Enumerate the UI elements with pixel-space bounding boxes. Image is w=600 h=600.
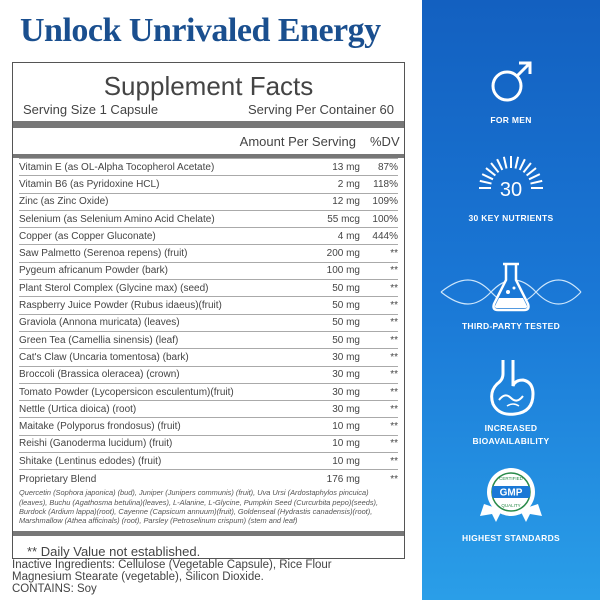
feature-tested bbox=[422, 258, 600, 333]
sunburst-ray bbox=[480, 181, 492, 184]
nutrient-amount: 55 mcg bbox=[327, 213, 360, 225]
nutrient-row bbox=[19, 244, 398, 261]
nutrient-row bbox=[19, 193, 398, 210]
sunburst-ray bbox=[497, 159, 502, 170]
feature-label-line2: BIOAVAILABILITY bbox=[472, 436, 550, 446]
facts-title: Supplement Facts bbox=[103, 71, 314, 101]
dv-header: %DV bbox=[370, 134, 400, 149]
nutrient-dv: ** bbox=[390, 438, 398, 450]
nutrient-amount: 30 mg bbox=[332, 351, 360, 363]
nutrient-dv: ** bbox=[390, 300, 398, 312]
nutrient-row bbox=[19, 314, 398, 331]
nutrient-row bbox=[19, 158, 398, 175]
sunburst-ray bbox=[530, 181, 542, 184]
sunburst-ray bbox=[523, 163, 530, 172]
nutrient-amount: 50 mg bbox=[332, 300, 360, 312]
nutrient-name: Reishi (Ganoderma lucidum) (fruit) bbox=[19, 438, 173, 450]
nutrient-dv: ** bbox=[390, 282, 398, 294]
inactive-line-3: CONTAINS: Soy bbox=[12, 583, 97, 595]
badge-bottom-text: QUALITY bbox=[501, 503, 521, 508]
nutrient-amount: 10 mg bbox=[332, 438, 360, 450]
nutrient-amount: 4 mg bbox=[337, 230, 360, 242]
nutrient-row bbox=[19, 383, 398, 400]
gmp-text: GMP bbox=[499, 487, 523, 499]
nutrient-name: Vitamin B6 (as Pyridoxine HCL) bbox=[19, 178, 160, 190]
nutrient-row bbox=[19, 279, 398, 296]
amount-header: Amount Per Serving bbox=[239, 134, 356, 149]
nutrient-row bbox=[19, 210, 398, 227]
nutrient-amount: 13 mg bbox=[332, 161, 360, 173]
nutrient-row bbox=[19, 227, 398, 244]
serving-size: Serving Size 1 Capsule bbox=[23, 102, 159, 117]
nutrient-name: Zinc (as Zinc Oxide) bbox=[19, 196, 109, 208]
nutrient-dv: ** bbox=[390, 369, 398, 381]
inactive-ingredients bbox=[12, 559, 412, 595]
nutrient-dv: ** bbox=[390, 403, 398, 415]
servings-per-container: Serving Per Container 60 bbox=[248, 102, 394, 117]
nutrient-amount: 50 mg bbox=[332, 334, 360, 346]
nutrient-row bbox=[19, 417, 398, 434]
nutrient-name: Graviola (Annona muricata) (leaves) bbox=[19, 317, 180, 329]
serving-info bbox=[19, 102, 398, 117]
nutrient-amount: 12 mg bbox=[332, 196, 360, 208]
feature-nutrients bbox=[422, 148, 600, 225]
nutrient-dv: ** bbox=[390, 455, 398, 467]
nutrient-row bbox=[19, 400, 398, 417]
blend-dv: ** bbox=[390, 474, 398, 486]
flask-dna-icon bbox=[436, 258, 586, 314]
nutrient-name: Cat's Claw (Uncaria tomentosa) (bark) bbox=[19, 351, 189, 363]
feature-label: HIGHEST STANDARDS bbox=[462, 533, 560, 543]
blend-description: Quercetin (Sophora japonica) (bud), Juniper (Junipers communis) (fruit), Uva Ursi (Ardostaphylos pincuica) (leaves), Buchu (Agathosma betulina)(leaves), L-Alanine, L-Glycine, Pumpkin Seed (Curcurbita pepo)(seeds), Burdock (Ardium lappa)(root), Cayenne (Capsicum annuum)(fruit), Goldenseal (Hydrastis canadensis)(root), Marshmallow (Athea afficinals) (root), Parsley (Petroselinum crispum) (stem and leaf) bbox=[19, 488, 379, 525]
inactive-line-2: Magnesium Stearate (vegetable), Silicon Dioxide. bbox=[12, 571, 264, 583]
sunburst-ray bbox=[529, 174, 540, 179]
nutrient-row bbox=[19, 262, 398, 279]
feature-label-line1: INCREASED bbox=[484, 423, 538, 433]
sunburst-ray bbox=[482, 174, 493, 179]
nutrient-amount: 50 mg bbox=[332, 317, 360, 329]
nutrient-name: Tomato Powder (Lycopersicon esculentum)(fruit) bbox=[19, 386, 234, 398]
nutrient-amount: 30 mg bbox=[332, 403, 360, 415]
nutrient-dv: 87% bbox=[377, 161, 398, 173]
nutrient-dv: ** bbox=[390, 421, 398, 433]
feature-standards bbox=[422, 464, 600, 545]
nutrient-row bbox=[19, 296, 398, 313]
proprietary-blend bbox=[19, 469, 398, 525]
sunburst-ray bbox=[520, 159, 525, 170]
footnote: ** Daily Value not established. bbox=[27, 544, 201, 560]
nutrient-dv: ** bbox=[390, 248, 398, 260]
nutrient-rows bbox=[19, 158, 398, 469]
nutrient-dv: ** bbox=[390, 351, 398, 363]
nutrient-name: Maitake (Polyporus frondosus) (fruit) bbox=[19, 421, 181, 433]
nutrient-amount: 30 mg bbox=[332, 386, 360, 398]
nutrient-dv: ** bbox=[390, 334, 398, 346]
nutrient-dv: 444% bbox=[372, 230, 398, 242]
headline: Unlock Unrivaled Energy bbox=[20, 12, 381, 49]
nutrient-amount: 10 mg bbox=[332, 421, 360, 433]
sunburst-ray bbox=[515, 157, 518, 169]
nutrient-name: Green Tea (Camellia sinensis) (leaf) bbox=[19, 334, 179, 346]
nutrient-name: Broccoli (Brassica oleracea) (crown) bbox=[19, 369, 180, 381]
nutrient-row bbox=[19, 175, 398, 192]
nutrient-row bbox=[19, 331, 398, 348]
nutrient-row bbox=[19, 366, 398, 383]
nutrient-name: Plant Sterol Complex (Glycine max) (seed) bbox=[19, 282, 209, 294]
nutrient-dv: ** bbox=[390, 317, 398, 329]
feature-label: 30 KEY NUTRIENTS bbox=[468, 213, 554, 223]
blend-name: Proprietary Blend bbox=[19, 474, 97, 486]
divider-thick bbox=[13, 121, 404, 128]
male-symbol-icon bbox=[481, 52, 541, 112]
nutrient-name: Vitamin E (as OL-Alpha Tocopherol Acetate) bbox=[19, 161, 215, 173]
nutrient-name: Selenium (as Selenium Amino Acid Chelate) bbox=[19, 213, 215, 225]
nutrient-amount: 30 mg bbox=[332, 369, 360, 381]
nutrient-name: Nettle (Urtica dioica) (root) bbox=[19, 403, 137, 415]
feature-for-men bbox=[422, 52, 600, 127]
nutrient-count: 30 bbox=[499, 179, 523, 201]
column-headers bbox=[19, 128, 398, 154]
badge-top-text: CERTIFIED bbox=[499, 476, 523, 481]
nutrient-amount: 50 mg bbox=[332, 282, 360, 294]
feature-label: FOR MEN bbox=[490, 115, 532, 125]
gmp-badge-icon bbox=[478, 464, 544, 526]
sunburst-ray bbox=[491, 163, 498, 172]
nutrient-row bbox=[19, 435, 398, 452]
feature-label: THIRD-PARTY TESTED bbox=[461, 321, 561, 331]
stomach-icon bbox=[481, 356, 541, 420]
nutrient-dv: 100% bbox=[372, 213, 398, 225]
blend-amount: 176 mg bbox=[326, 474, 360, 486]
nutrient-name: Pygeum africanum Powder (bark) bbox=[19, 265, 168, 277]
nutrient-name: Copper (as Copper Gluconate) bbox=[19, 230, 156, 242]
nutrient-row bbox=[19, 452, 398, 469]
nutrient-dv: ** bbox=[390, 265, 398, 277]
nutrient-amount: 100 mg bbox=[326, 265, 360, 277]
nutrient-dv: 118% bbox=[373, 178, 398, 190]
sunburst-ray bbox=[527, 168, 536, 175]
nutrient-amount: 10 mg bbox=[332, 455, 360, 467]
nutrient-dv: ** bbox=[390, 386, 398, 398]
nutrient-amount: 2 mg bbox=[337, 178, 360, 190]
nutrient-name: Saw Palmetto (Serenoa repens) (fruit) bbox=[19, 248, 188, 260]
nutrient-name: Shitake (Lentinus edodes) (fruit) bbox=[19, 455, 162, 467]
nutrient-name: Raspberry Juice Powder (Rubus idaeus)(fruit) bbox=[19, 300, 222, 312]
nutrient-dv: 109% bbox=[372, 196, 398, 208]
sunburst-ray bbox=[504, 157, 507, 169]
sunburst-30-icon bbox=[476, 148, 546, 210]
nutrient-row bbox=[19, 348, 398, 365]
features-panel bbox=[422, 0, 600, 600]
sunburst-ray bbox=[486, 168, 495, 175]
supplement-facts-panel bbox=[12, 62, 405, 559]
inactive-line-1: Inactive Ingredients: Cellulose (Vegetable Capsule), Rice Flour bbox=[12, 559, 332, 571]
nutrient-amount: 200 mg bbox=[326, 248, 360, 260]
feature-bioavailability bbox=[422, 356, 600, 448]
